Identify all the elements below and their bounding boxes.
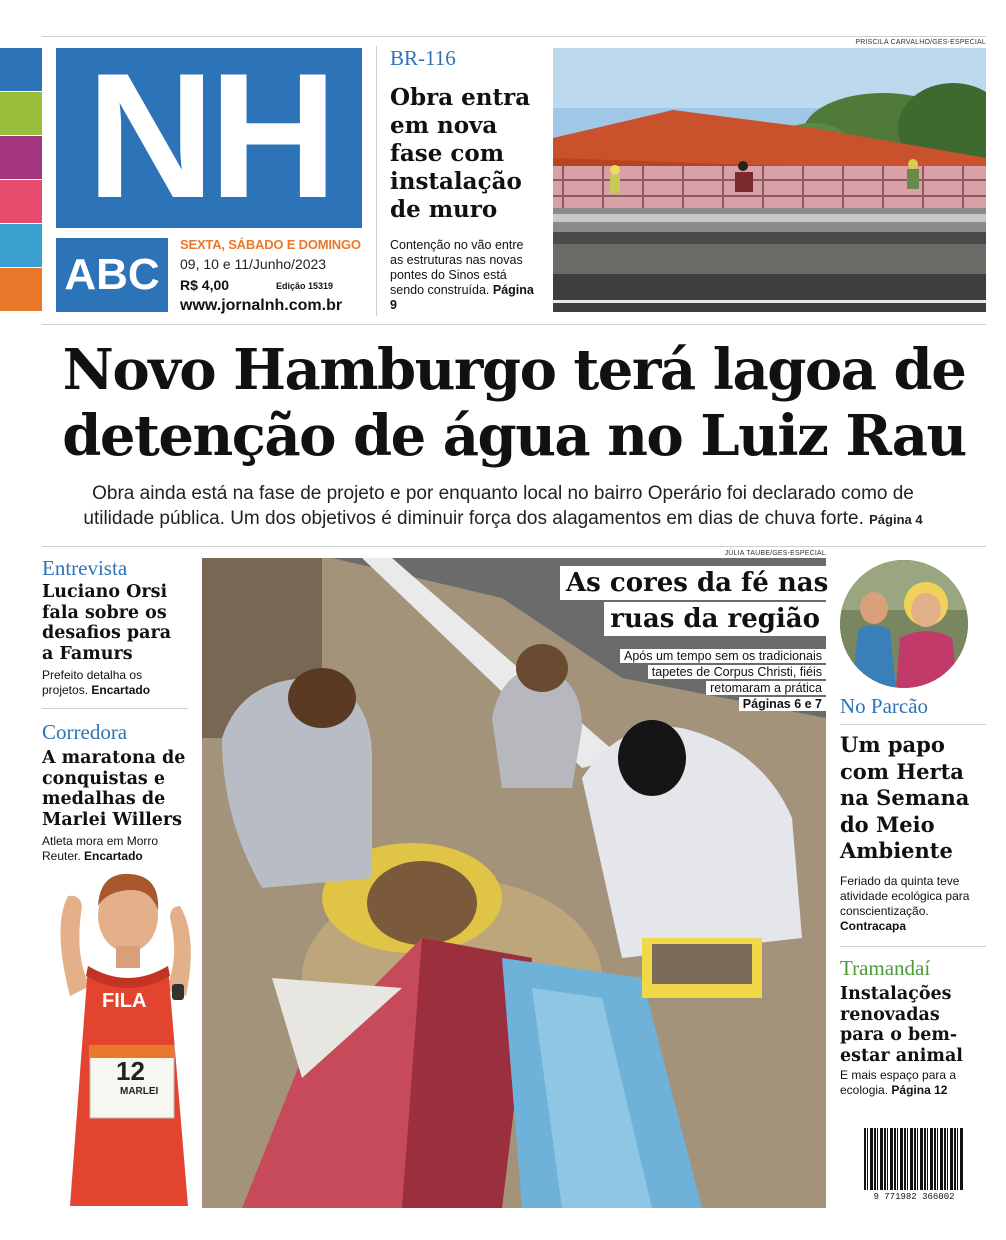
right-item1-kicker: No Parcão [840,694,929,718]
construction-scene [553,48,986,312]
nh-logo-text: NH [86,36,332,235]
lead-headline-line2[interactable]: detenção de água no Luiz Rau [62,403,966,469]
feature-caption-line2: tapetes de Corpus Christi, fiéis [648,665,826,679]
website-link[interactable]: www.jornalnh.com.br [180,297,343,314]
top-story-page-ref[interactable]: Página 9 [390,283,534,312]
left-item2-kicker: Corredora [42,720,128,744]
barcode-bars [864,1128,964,1190]
runner-shirt-brand: FILA [102,990,147,1012]
runner-figure [30,866,226,1206]
right-item1-summary-block [840,874,986,934]
lead-headline-line1[interactable]: Novo Hamburgo terá lagoa de [62,337,966,403]
top-story-kicker: BR-116 [390,46,456,70]
herta-figures [840,560,968,688]
edition-price: R$ 4,00 [180,277,230,293]
top-photo-credit: PRISCILA CARVALHO/GES-ESPECIAL [855,39,986,46]
abc-logo-text: ABC [64,250,160,299]
feature-caption-line3: retomaram a prática [706,681,826,695]
nh-logo[interactable] [56,36,362,235]
top-story-caption-text: Contenção no vão entre as estruturas nas novas pontes do Sinos está sendo construída. [390,238,524,297]
stripe-cyan [0,224,42,267]
right-item2-kicker: Tramandaí [840,956,931,980]
feature-headline-box2 [604,602,826,636]
right-item2-summary-block [840,1068,986,1098]
runner-bib-number: 12 [116,1056,145,1086]
stripe-purple [0,136,42,179]
right-divider [840,946,986,947]
lead-bottom-rule [42,546,986,547]
stripe-green [0,92,42,135]
feature-headline-line2[interactable]: ruas da região [610,604,820,634]
left-divider [42,708,188,709]
right-item1-headline[interactable]: Um papo com Herta na Semana do Meio Ambiente [840,732,970,863]
construction-photo [553,48,986,312]
stripe-blue [0,48,42,91]
left-item1-summary: Prefeito detalha os projetos. [42,668,143,697]
lead-page-ref[interactable]: Página 4 [869,512,923,527]
stripe-pink [0,180,42,223]
right-item2-headline[interactable]: Instalações renovadas para o bem-estar animal [840,984,963,1066]
lead-deck [20,508,986,530]
masthead-bottom-rule [42,324,986,325]
right-item1-summary: Feriado da quinta teve atividade ecológica para conscientização. [840,874,970,918]
left-item1-headline[interactable]: Luciano Orsi fala sobre os desafios para a Famurs [42,582,172,664]
top-story-caption [390,238,540,313]
feature-caption-line1: Após um tempo sem os tradicionais [620,649,826,663]
left-item1-ref[interactable]: Encartado [91,683,151,697]
stripe-orange [0,268,42,311]
lead-deck-line1: Obra ainda está na fase de projeto e por enquanto local no bairro Operário foi declarado como de [92,483,914,504]
feature-caption-block [620,648,826,712]
runner-bib-name: MARLEI [120,1086,159,1097]
right-item2-ref[interactable]: Página 12 [891,1083,948,1097]
left-item2-summary: Atleta mora em Morro Reuter. [42,834,159,863]
abc-logo[interactable] [56,238,168,312]
left-item1-kicker: Entrevista [42,556,128,580]
runner-photo [30,866,226,1206]
feature-headline-line1[interactable]: As cores da fé nas [566,568,829,598]
feature-headline-box1 [560,566,834,600]
right-item1-ref[interactable]: Contracapa [840,919,907,933]
barcode-number: 9 771982 366002 [873,1192,955,1202]
herta-photo [840,560,968,688]
masthead-divider [376,46,377,316]
barcode [864,1128,964,1202]
feature-page-ref[interactable]: Páginas 6 e 7 [739,697,826,711]
edition-number: Edição 15319 [276,281,334,291]
top-story-headline[interactable]: Obra entra em nova fase com instalação de muro [390,84,531,223]
edition-days: SEXTA, SÁBADO E DOMINGO [180,237,361,252]
right-divider-top [840,724,986,725]
right-item2-summary: E mais espaço para a ecologia. [840,1068,957,1097]
lead-deck-line2: utilidade pública. Um dos objetivos é diminuir força dos alagamentos em dias de chuva forte. [83,508,864,529]
left-item1-summary-block [42,668,188,698]
left-item2-summary-block [42,834,188,864]
left-item2-ref[interactable]: Encartado [84,849,143,863]
edition-date: 09, 10 e 11/Junho/2023 [180,256,327,272]
center-photo-credit: JÚLIA TAUBE/GES-ESPECIAL [724,550,826,557]
left-item2-headline[interactable]: A maratona de conquistas e medalhas de Marlei Willers [42,748,186,830]
